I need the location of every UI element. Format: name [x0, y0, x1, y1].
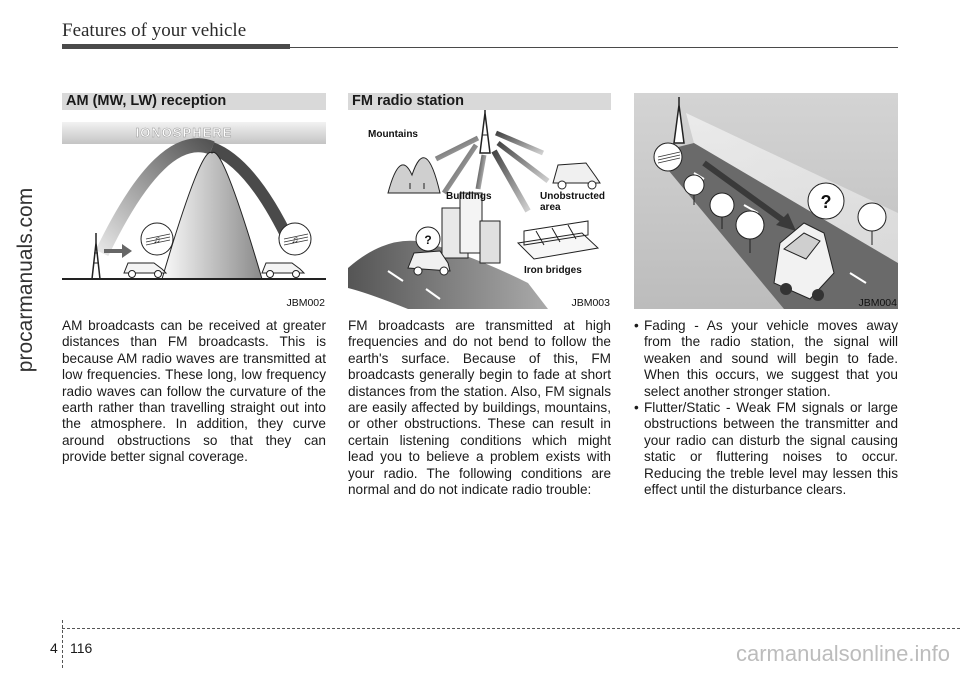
bullet-fading: • Fading - As your vehicle moves away from the radio station, the signal will weaken and sound will begin to fade. When this occurs, we suggest that you select another stronger station. — [634, 318, 898, 400]
bottom-watermark: carmanualsonline.info — [735, 641, 950, 666]
column-conditions — [634, 318, 898, 498]
question-mark-fading: ? — [820, 192, 832, 212]
figure-am-heading: AM (MW, LW) reception — [62, 93, 326, 110]
fading-music-bubble — [654, 143, 682, 171]
conditions-list — [634, 318, 898, 498]
svg-text:♫: ♫ — [291, 235, 299, 246]
column-am-text — [62, 318, 326, 466]
figure-fading — [634, 93, 898, 309]
buildings-shape — [442, 193, 500, 263]
label-mountains: Mountains — [368, 129, 418, 140]
header-rule — [290, 47, 898, 48]
music-bubble-left — [141, 223, 173, 255]
car-unobstructed — [553, 163, 600, 189]
music-bubble-right — [279, 223, 311, 255]
bullet-flutter-static: • Flutter/Static - Weak FM signals or large obstructions between the transmitter and your radio can disturb the signal causing static or fluttering noises to occur. Reducing the treble level may lessen this effect until the disturbance clears. — [634, 400, 898, 498]
label-iron-bridges: Iron bridges — [524, 265, 582, 276]
iron-bridge — [518, 221, 598, 259]
label-buildings: Buildings — [446, 191, 492, 202]
car-right — [262, 263, 304, 278]
page-number: 116 — [70, 640, 93, 656]
mountains-shape — [388, 158, 440, 193]
figure-fading-code: JBM004 — [858, 297, 897, 309]
car-left — [124, 263, 166, 278]
figure-am-code: JBM002 — [286, 297, 325, 309]
figure-fm-code: JBM003 — [571, 297, 610, 309]
svg-text:♫: ♫ — [153, 235, 161, 246]
chapter-number: 4 — [50, 640, 58, 656]
fm-station-illustration — [348, 93, 611, 309]
page-header-title: Features of your vehicle — [62, 20, 247, 41]
figure-fm-station — [348, 93, 611, 309]
figure-fm-heading: FM radio station — [348, 93, 611, 110]
am-reception-illustration — [62, 93, 326, 309]
am-paragraph: AM broadcasts can be received at greater distances than FM broadcasts. This is because AM radio waves are transmitted at low frequencies. These long, low frequency radio waves can follow the curvature of the earth rather than travelling straight out into the atmosphere. In addition, they curve around obstructions so that they can provide better signal coverage. — [62, 318, 326, 465]
side-watermark — [6, 120, 46, 440]
fm-paragraph: FM broadcasts are transmitted at high frequencies and do not bend to follow the earth's surface. Because of this, FM broadcasts generally begin to fade at short distances from the station. Also, FM signals are easily affected by buildings, mountains, or other obstructions. These can result in certain listening conditions which might lead you to believe a problem exists with your radio. The following conditions are normal and do not indicate radio trouble: — [348, 318, 611, 498]
footer-divider-horizontal — [62, 628, 960, 629]
label-unobstructed: Unobstructed — [540, 191, 605, 202]
label-area: area — [540, 202, 561, 213]
am-tower — [92, 233, 100, 279]
fading-illustration — [634, 93, 898, 309]
ionosphere-label: IONOSPHERE — [135, 125, 233, 140]
column-fm-text — [348, 318, 611, 498]
figure-am-reception — [62, 93, 326, 309]
side-watermark-text: procarmanuals.com — [14, 187, 37, 373]
question-mark-fm: ? — [424, 233, 432, 247]
fm-tower — [480, 103, 490, 153]
header-accent-bar — [62, 44, 290, 49]
